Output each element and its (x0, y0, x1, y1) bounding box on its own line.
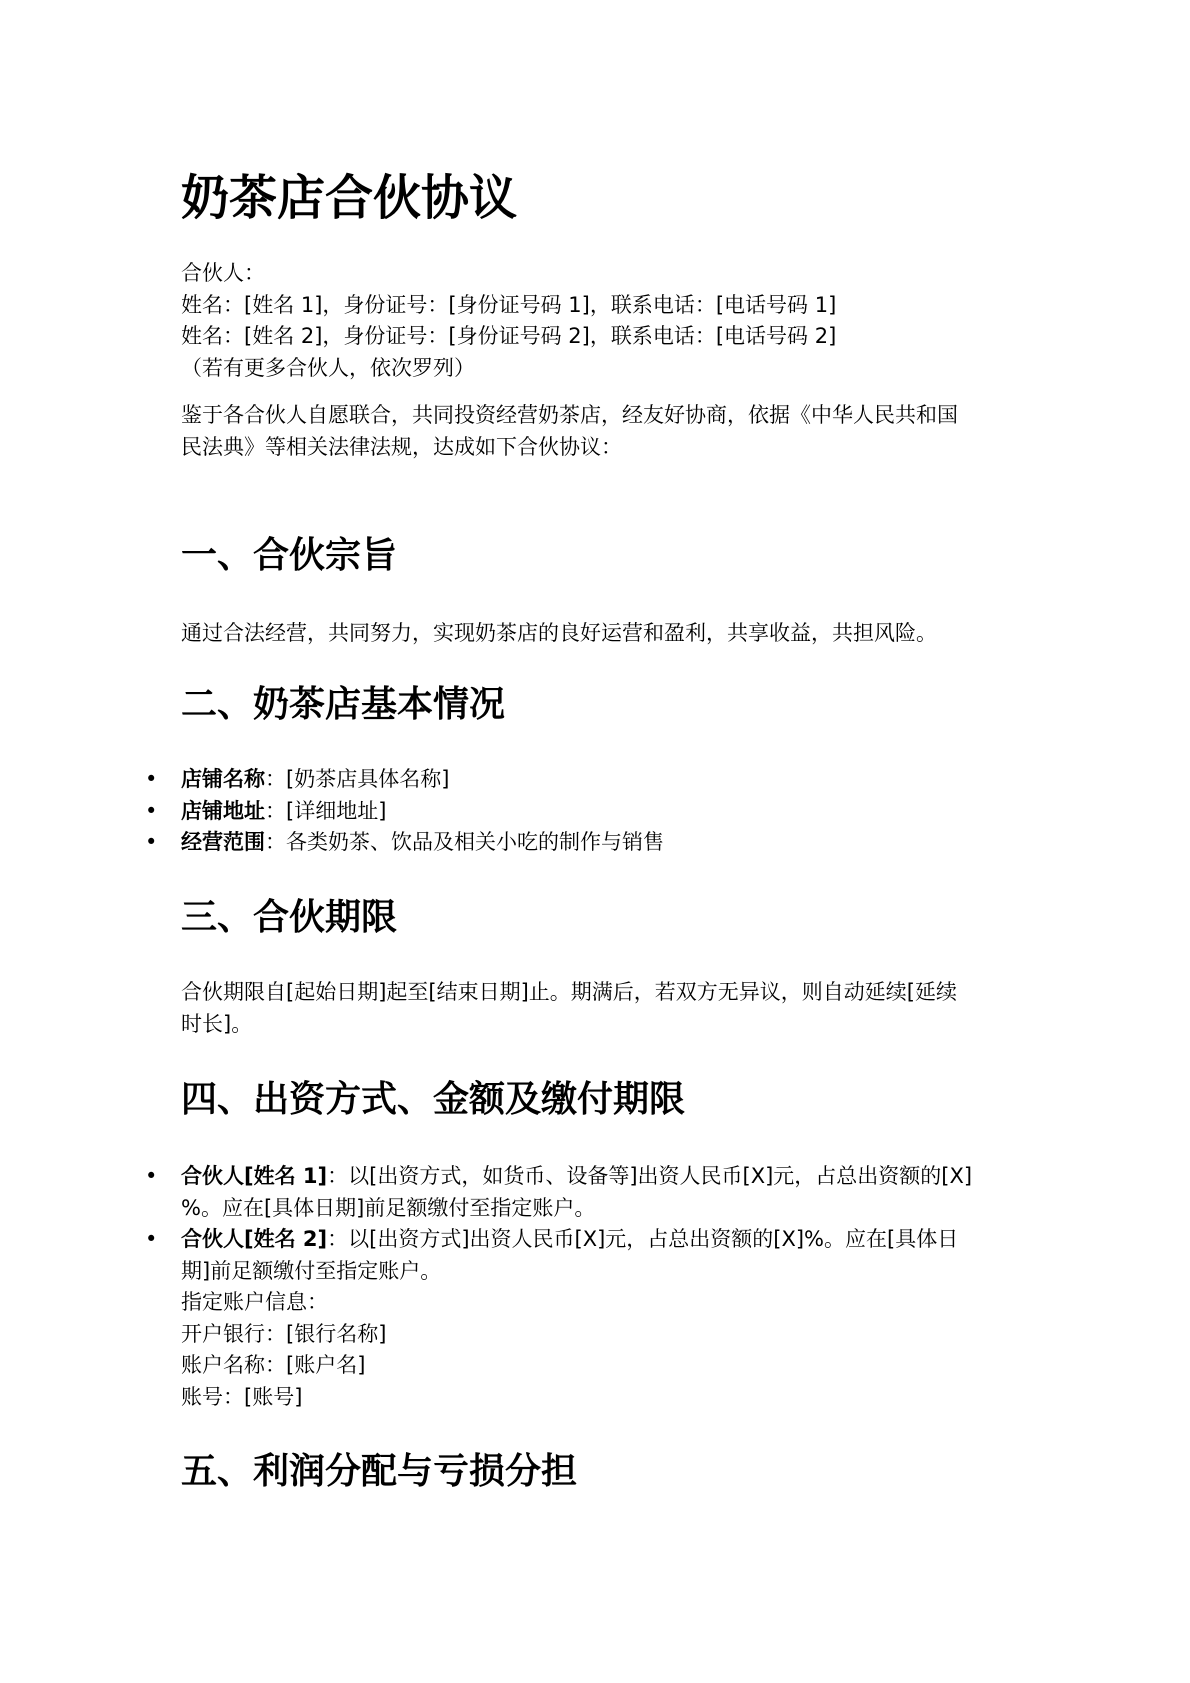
bullet-icon: • (145, 1227, 158, 1251)
shop-name-value: ：[奶茶店具体名称] (265, 767, 450, 791)
bullet-icon: • (145, 798, 158, 823)
section-1-heading: 一、合伙宗旨 (181, 535, 398, 576)
section-1-text: 通过合法经营，共同努力，实现奶茶店的良好运营和盈利，共享收益，共担风险。 (181, 621, 937, 645)
business-scope-value: ：各类奶茶、饮品及相关小吃的制作与销售 (265, 830, 664, 854)
partner-line-2: 姓名：[姓名 2]，身份证号：[身份证号码 2]，联系电话：[电话号码 2] (181, 324, 837, 348)
account-number: 账号：[账号] (181, 1384, 303, 1409)
partner-2-line-1: ：以[出资方式]出资人民币[X]元，占总出资额的[X]%。应在[具体日 (327, 1227, 959, 1251)
document-title: 奶茶店合伙协议 (181, 170, 518, 226)
section-5-heading: 五、利润分配与亏损分担 (181, 1451, 578, 1492)
account-bank: 开户银行：[银行名称] (181, 1321, 387, 1346)
bullet-icon: • (145, 830, 158, 854)
section-2-heading: 二、奶茶店基本情况 (181, 684, 506, 725)
partner-2-label: 合伙人[姓名 2] (181, 1227, 328, 1251)
account-name: 账户名称：[账户名] (181, 1353, 366, 1377)
section-3-heading: 三、合伙期限 (181, 897, 398, 938)
shop-address-value: ：[详细地址] (265, 798, 387, 823)
partner-line-more: （若有更多合伙人，依次罗列） (181, 355, 475, 380)
shop-info-list (145, 764, 664, 859)
partner-2-line-2: 期]前足额缴付至指定账户。 (181, 1258, 442, 1283)
bullet-icon: • (145, 767, 158, 791)
list-item-partner-2 (145, 1224, 972, 1413)
contribution-list (145, 1161, 973, 1413)
partner-1-line-2: %。应在[具体日期]前足额缴付至指定账户。 (181, 1195, 596, 1220)
preamble-line-1: 鉴于各合伙人自愿联合，共同投资经营奶茶店，经友好协商，依据《中华人民共和国 (181, 403, 958, 427)
list-item-shop-address (145, 796, 664, 828)
section-3-text (181, 977, 957, 1040)
term-line-2: 时长]。 (181, 1011, 253, 1036)
list-item-partner-1 (145, 1161, 973, 1224)
bullet-icon: • (145, 1164, 158, 1188)
list-item-business-scope (145, 827, 664, 859)
section-4-heading: 四、出资方式、金额及缴付期限 (181, 1079, 686, 1120)
partner-1-line-1: ：以[出资方式，如货币、设备等]出资人民币[X]元，占总出资额的[X] (327, 1164, 973, 1188)
business-scope-label: 经营范围 (181, 830, 265, 854)
list-item-shop-name (145, 764, 664, 796)
shop-address-label: 店铺地址 (181, 798, 265, 823)
term-line-1: 合伙期限自[起始日期]起至[结束日期]止。期满后，若双方无异议，则自动延续[延续 (181, 980, 957, 1004)
account-info-label: 指定账户信息： (181, 1290, 328, 1314)
partner-1-label: 合伙人[姓名 1] (181, 1164, 328, 1188)
partners-label: 合伙人： (181, 261, 265, 285)
partners-block (181, 258, 836, 384)
preamble-line-2: 民法典》等相关法律法规，达成如下合伙协议： (181, 434, 622, 459)
partner-line-1: 姓名：[姓名 1]，身份证号：[身份证号码 1]，联系电话：[电话号码 1] (181, 292, 837, 317)
preamble (181, 400, 958, 463)
shop-name-label: 店铺名称 (181, 767, 265, 791)
